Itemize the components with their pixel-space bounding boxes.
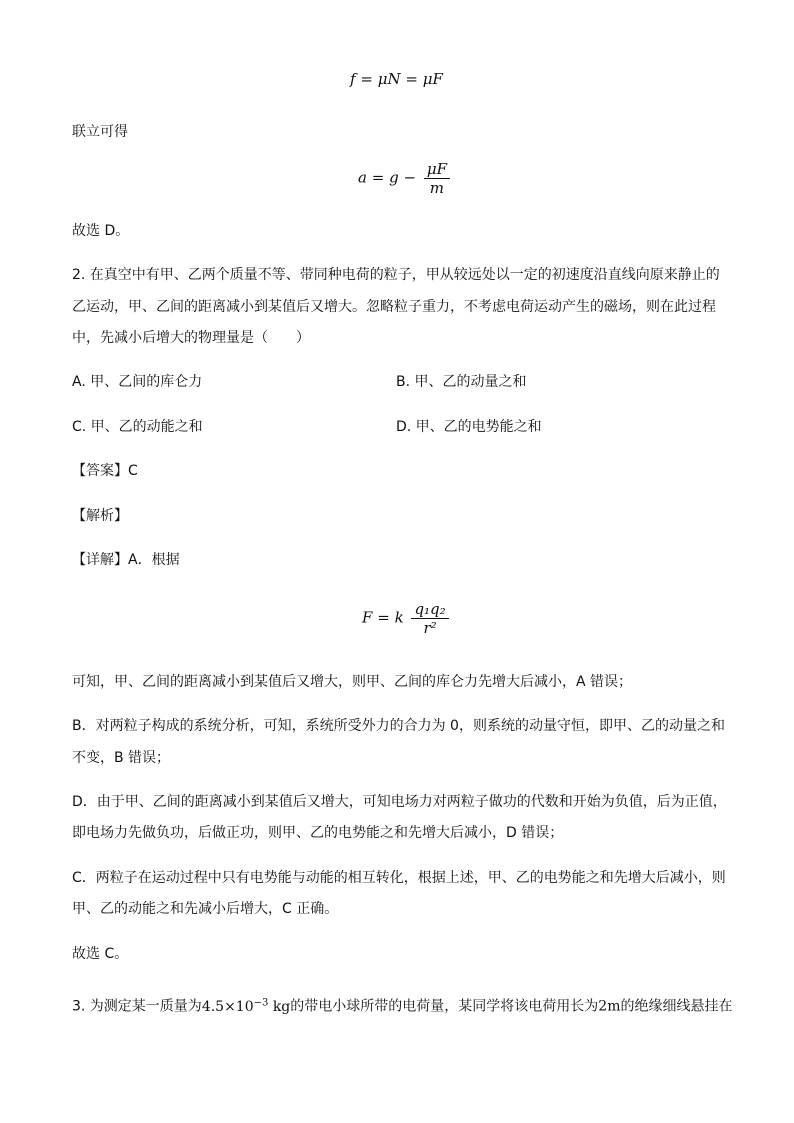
para-c-line2: 甲、乙的动能之和先减小后增大，C 正确。 (72, 901, 339, 917)
option-d: D. 甲、乙的电势能之和 (396, 419, 542, 435)
detail-label: 【详解】 (72, 552, 128, 568)
para-c-line1: C．两粒子在运动过程中只有电势能与动能的相互转化，根据上述，甲、乙的电势能之和先增大后减小，则 (72, 870, 726, 886)
choose-d-text: 故选 D。 (72, 223, 130, 239)
q2-stem-line2: 乙运动，甲、乙间的距离减小到某值后又增大。忽略粒子重力，不考虑电荷运动产生的磁场，则在此过程 (72, 299, 716, 315)
analysis-label: 【解析】 (72, 508, 128, 524)
mass-value: $4.5\times 10^{-3}$ kg (201, 997, 291, 1015)
fraction: $\frac{\mu F}{m}$ (424, 160, 450, 197)
q2-stem-line3: 中，先减小后增大的物理量是（ ） (72, 330, 310, 346)
equation-acceleration: a = g − $\frac{\mu F}{m}$ (358, 160, 450, 197)
detail-line (72, 550, 180, 570)
q3-stem-line1: 3. 为测定某一质量为$4.5\times 10^{-3}$ kg的带电小球所带的电荷量，某同学将该电荷用长为2m的绝缘细线悬挂在 (72, 997, 733, 1015)
lianli-text: 联立可得 (72, 124, 128, 140)
option-a: A. 甲、乙间的库仑力 (72, 374, 203, 390)
choose-c-text: 故选 C。 (72, 946, 129, 962)
para-b-line1: B．对两粒子构成的系统分析，可知，系统所受外力的合力为 0，则系统的动量守恒，即甲、乙的动量之和 (72, 718, 725, 734)
fraction: $\frac{\text{q₁q₂}}{\text{r²}}$ (411, 600, 448, 637)
answer-label: 【答案】 (72, 463, 128, 479)
option-c: C. 甲、乙的动能之和 (72, 419, 203, 435)
para-a: 可知，甲、乙间的距离减小到某值后又增大，则甲、乙间的库仑力先增大后减小，A 错误； (72, 674, 633, 690)
option-b: B. 甲、乙的动量之和 (396, 374, 527, 390)
detail-start: A．根据 (128, 552, 180, 568)
para-d-line2: 即电场力先做负功，后做正功，则甲、乙的电势能之和先增大后减小，D 错误； (72, 825, 564, 841)
length-value: 2m (598, 998, 621, 1015)
para-d-line1: D．由于甲、乙间的距离减小到某值后又增大，可知电场力对两粒子做功的代数和开始为负值，后为正值， (72, 794, 727, 810)
equation-coulomb: F = k $\frac{\text{q₁q₂}}{\text{r²}}$ (362, 600, 449, 637)
q2-stem-line1: 2. 在真空中有甲、乙两个质量不等、带同种电荷的粒子，甲从较远处以一定的初速度沿直线向原来静止的 (72, 267, 720, 283)
answer-value: C (128, 463, 138, 479)
answer-line (72, 461, 138, 481)
equation-friction: f = μN = μF (350, 70, 443, 88)
para-b-line2: 不变，B 错误； (72, 750, 171, 766)
